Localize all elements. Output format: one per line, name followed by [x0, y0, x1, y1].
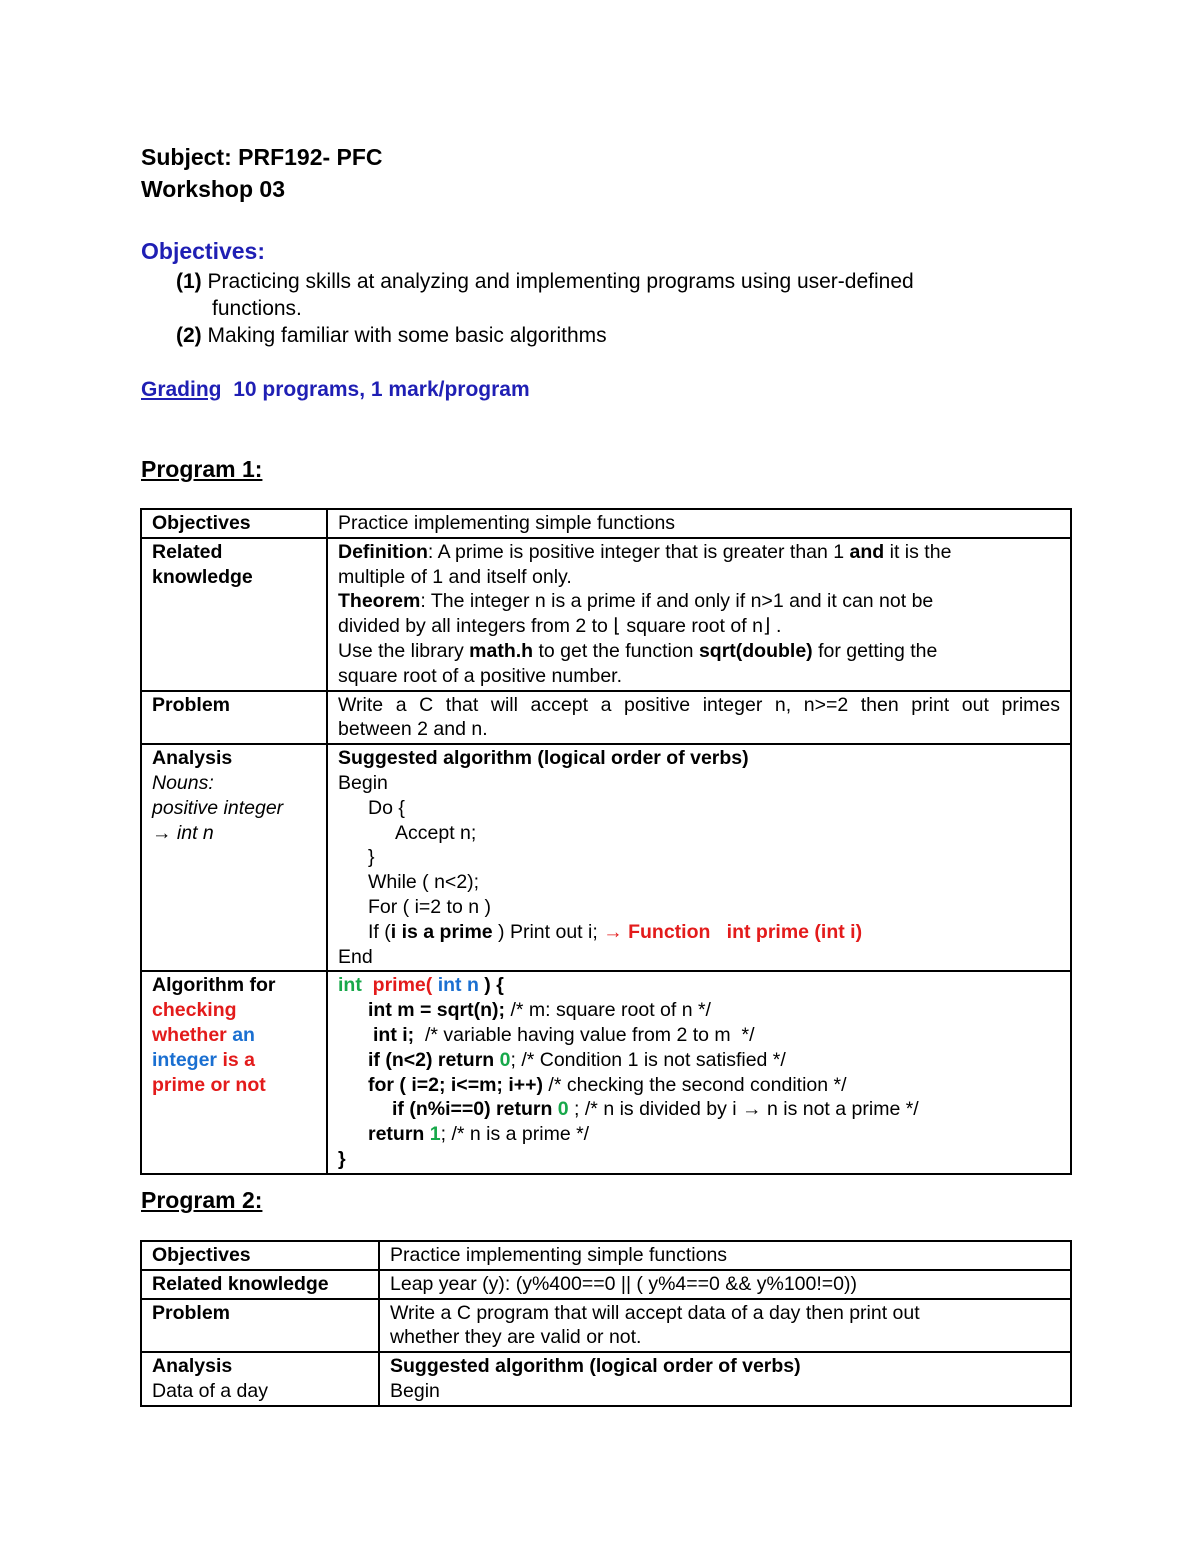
- algorithm-title: Suggested algorithm (logical order of verbs): [338, 747, 749, 770]
- analysis-label: Analysis: [152, 1355, 233, 1378]
- table-row: [141, 509, 1071, 538]
- code-line: [338, 1097, 1060, 1122]
- table-row: [141, 744, 1071, 971]
- table-row: [141, 1270, 1071, 1299]
- table-row: [141, 691, 1071, 745]
- algorithm-line: End: [338, 945, 373, 968]
- row-content: [327, 744, 1071, 971]
- code-line: [338, 998, 1060, 1023]
- text: sqrt(double): [698, 639, 813, 662]
- theorem-line-2: divided by all integers from 2 to ⌊ square root of n⌋ .: [338, 615, 782, 638]
- row-label: Problem: [141, 1299, 379, 1353]
- text: If (: [368, 920, 391, 943]
- table-row: [141, 1241, 1071, 1270]
- text: whether: [152, 1023, 227, 1046]
- noun-item: → int n: [152, 821, 214, 844]
- code-line: }: [338, 1147, 346, 1170]
- algorithm-line: Begin: [390, 1379, 440, 1402]
- objective-item-2: [176, 324, 607, 348]
- grading-text: 10 programs, 1 mark/program: [233, 378, 530, 401]
- problem-line: Write a C that will accept a positive integer n, n>=2 then print out primes: [338, 693, 1060, 716]
- text: to get the function: [533, 639, 699, 662]
- row-label: Objectives: [141, 509, 327, 538]
- table-row: [141, 1299, 1071, 1353]
- row-content: Leap year (y): (y%400==0 || ( y%4==0 && y%100!=0)): [379, 1270, 1071, 1299]
- text: math.h: [469, 639, 534, 662]
- analysis-sub: Data of a day: [152, 1379, 268, 1402]
- code-number: 0: [499, 1048, 511, 1071]
- algorithm-line: Begin: [338, 771, 388, 794]
- objective-number: (2): [176, 324, 202, 347]
- code-param: int n: [437, 974, 479, 997]
- algorithm-title: Suggested algorithm (logical order of verbs): [390, 1355, 801, 1378]
- code-text: if (n%i==0) return: [392, 1098, 558, 1121]
- problem-line: Write a C program that will accept data of a day then print out: [390, 1301, 920, 1324]
- text: i is a prime: [390, 920, 493, 943]
- row-content: [327, 691, 1071, 745]
- row-content: [379, 1299, 1071, 1353]
- subject-heading: Subject: PRF192- PFC: [141, 144, 383, 170]
- definition-line: [338, 540, 1060, 565]
- analysis-label: Analysis: [152, 747, 233, 770]
- table-row: [141, 538, 1071, 691]
- code-text: if (n<2) return: [368, 1048, 500, 1071]
- label-line: [152, 1023, 316, 1048]
- label-line: [152, 1048, 316, 1073]
- code-line: [338, 1122, 1060, 1147]
- objective-item-1-cont: functions.: [212, 297, 302, 320]
- algorithm-line: [338, 920, 1060, 945]
- algorithm-line: Do {: [368, 796, 405, 819]
- text: and: [849, 540, 885, 563]
- row-content: [327, 971, 1071, 1173]
- grading-label: Grading: [141, 378, 222, 401]
- text: Use the library: [338, 639, 470, 662]
- problem-line-2: whether they are valid or not.: [390, 1326, 642, 1349]
- code-number: 1: [429, 1123, 441, 1146]
- code-comment: /* variable having value from 2 to m */: [414, 1023, 755, 1046]
- code-number: 0: [557, 1098, 569, 1121]
- problem-line-2: between 2 and n.: [338, 718, 488, 741]
- label-line: knowledge: [152, 565, 253, 588]
- row-label: Objectives: [141, 1241, 379, 1270]
- objective-number: (1): [176, 270, 202, 293]
- row-label: [141, 971, 327, 1173]
- code-keyword: int: [338, 974, 362, 997]
- workshop-heading: Workshop 03: [141, 176, 285, 202]
- row-content: [327, 538, 1071, 691]
- label-line: Related: [152, 540, 223, 563]
- program-1-table: [140, 508, 1072, 1175]
- row-content: Practice implementing simple functions: [379, 1241, 1071, 1270]
- text: it is the: [884, 540, 952, 563]
- algorithm-line: While ( n<2);: [368, 871, 480, 894]
- program-2-title: Program 2:: [141, 1187, 263, 1213]
- code-function: prime(: [372, 974, 433, 997]
- objectives-title: Objectives:: [141, 238, 265, 264]
- function-note: → Function int prime (int i): [603, 920, 863, 943]
- code-line: [338, 1073, 1060, 1098]
- code-line: [338, 1048, 1060, 1073]
- text: an: [232, 1023, 255, 1046]
- grading-line: [141, 378, 530, 402]
- row-content: Practice implementing simple functions: [327, 509, 1071, 538]
- code-text: for ( i=2; i<=m; i++): [368, 1073, 544, 1096]
- code-text: int i;: [373, 1023, 415, 1046]
- code-comment: ; /* Condition 1 is not satisfied */: [510, 1048, 786, 1071]
- code-text: ) {: [478, 974, 504, 997]
- text: : A prime is positive integer that is greater than 1: [427, 540, 850, 563]
- theorem-label: Theorem: [338, 590, 421, 613]
- row-label: [141, 538, 327, 691]
- noun-item: positive integer: [152, 796, 284, 819]
- code-line: [338, 1023, 1060, 1048]
- label-line: Algorithm for: [152, 974, 276, 997]
- row-label: [141, 1352, 379, 1406]
- text: : The integer n is a prime if and only if n>1 and it can not be: [420, 590, 934, 613]
- objective-text: Practicing skills at analyzing and implementing programs using user-defined: [201, 270, 914, 293]
- objective-text: Making familiar with some basic algorithms: [201, 324, 607, 347]
- label-line: checking: [152, 999, 237, 1022]
- definition-line-2: multiple of 1 and itself only.: [338, 565, 572, 588]
- code-comment: ; /* n is divided by i → n is not a prime */: [568, 1098, 919, 1121]
- code-comment: /* m: square root of n */: [505, 999, 711, 1022]
- row-label: [141, 744, 327, 971]
- table-row: [141, 1352, 1071, 1406]
- row-label: Problem: [141, 691, 327, 745]
- theorem-line: [338, 589, 1060, 614]
- nouns-label: Nouns:: [152, 771, 214, 794]
- program-2-table: [140, 1240, 1072, 1407]
- table-row: [141, 971, 1071, 1173]
- text: integer: [152, 1048, 218, 1071]
- algorithm-line: Accept n;: [395, 821, 477, 844]
- code-comment: /* checking the second condition */: [543, 1073, 847, 1096]
- text: ) Print out i;: [492, 920, 604, 943]
- text: for getting the: [812, 639, 938, 662]
- code-text: return: [368, 1123, 430, 1146]
- objective-item-1: [176, 270, 914, 294]
- row-content: [379, 1352, 1071, 1406]
- code-line: [338, 973, 1060, 998]
- algorithm-line: For ( i=2 to n ): [368, 895, 491, 918]
- definition-label: Definition: [338, 540, 428, 563]
- label-line: prime or not: [152, 1073, 266, 1096]
- program-1-title: Program 1:: [141, 456, 263, 482]
- row-label: Related knowledge: [141, 1270, 379, 1299]
- algorithm-line: }: [368, 846, 375, 869]
- text: is a: [222, 1048, 255, 1071]
- library-line-2: square root of a positive number.: [338, 664, 622, 687]
- code-text: int m = sqrt(n);: [368, 999, 506, 1022]
- library-line: [338, 639, 1060, 664]
- code-comment: ; /* n is a prime */: [440, 1123, 590, 1146]
